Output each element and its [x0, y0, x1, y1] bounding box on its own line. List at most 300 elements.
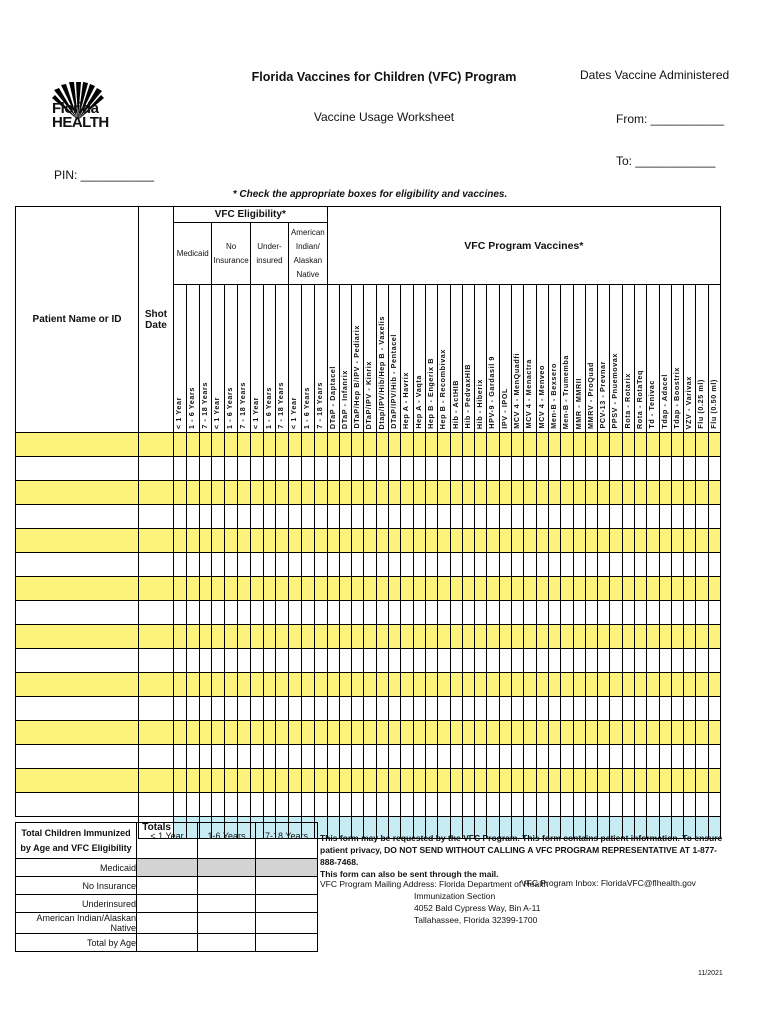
checkbox-cell[interactable]: [585, 721, 597, 745]
checkbox-cell[interactable]: [276, 793, 289, 817]
patient-name-cell[interactable]: [16, 673, 139, 697]
checkbox-cell[interactable]: [199, 793, 212, 817]
checkbox-cell[interactable]: [438, 625, 450, 649]
checkbox-cell[interactable]: [536, 793, 548, 817]
checkbox-cell[interactable]: [389, 721, 401, 745]
checkbox-cell[interactable]: [622, 625, 634, 649]
checkbox-cell[interactable]: [659, 673, 671, 697]
checkbox-cell[interactable]: [401, 745, 413, 769]
checkbox-cell[interactable]: [659, 505, 671, 529]
checkbox-cell[interactable]: [647, 457, 659, 481]
checkbox-cell[interactable]: [174, 769, 187, 793]
checkbox-cell[interactable]: [610, 673, 622, 697]
checkbox-cell[interactable]: [462, 649, 474, 673]
summary-cell[interactable]: [256, 934, 318, 952]
checkbox-cell[interactable]: [250, 625, 263, 649]
checkbox-cell[interactable]: [499, 793, 511, 817]
checkbox-cell[interactable]: [199, 433, 212, 457]
checkbox-cell[interactable]: [289, 649, 302, 673]
checkbox-cell[interactable]: [598, 721, 610, 745]
checkbox-cell[interactable]: [561, 553, 573, 577]
checkbox-cell[interactable]: [339, 433, 351, 457]
pin-field[interactable]: PIN: ___________: [54, 168, 155, 182]
checkbox-cell[interactable]: [708, 745, 720, 769]
shot-date-cell[interactable]: [139, 697, 174, 721]
checkbox-cell[interactable]: [237, 577, 250, 601]
checkbox-cell[interactable]: [301, 769, 314, 793]
checkbox-cell[interactable]: [327, 673, 339, 697]
checkbox-cell[interactable]: [622, 481, 634, 505]
checkbox-cell[interactable]: [289, 793, 302, 817]
checkbox-cell[interactable]: [450, 697, 462, 721]
checkbox-cell[interactable]: [647, 769, 659, 793]
summary-cell[interactable]: [137, 895, 198, 913]
checkbox-cell[interactable]: [684, 577, 696, 601]
summary-cell[interactable]: [198, 859, 256, 877]
shot-date-cell[interactable]: [139, 529, 174, 553]
checkbox-cell[interactable]: [512, 553, 524, 577]
checkbox-cell[interactable]: [487, 553, 499, 577]
checkbox-cell[interactable]: [708, 529, 720, 553]
checkbox-cell[interactable]: [364, 481, 376, 505]
checkbox-cell[interactable]: [314, 649, 327, 673]
checkbox-cell[interactable]: [585, 793, 597, 817]
checkbox-cell[interactable]: [174, 601, 187, 625]
checkbox-cell[interactable]: [487, 625, 499, 649]
checkbox-cell[interactable]: [524, 673, 536, 697]
checkbox-cell[interactable]: [462, 481, 474, 505]
checkbox-cell[interactable]: [512, 457, 524, 481]
checkbox-cell[interactable]: [276, 601, 289, 625]
checkbox-cell[interactable]: [634, 769, 646, 793]
checkbox-cell[interactable]: [585, 649, 597, 673]
checkbox-cell[interactable]: [561, 577, 573, 601]
checkbox-cell[interactable]: [536, 505, 548, 529]
patient-name-cell[interactable]: [16, 457, 139, 481]
checkbox-cell[interactable]: [450, 601, 462, 625]
checkbox-cell[interactable]: [364, 721, 376, 745]
checkbox-cell[interactable]: [301, 505, 314, 529]
checkbox-cell[interactable]: [314, 793, 327, 817]
checkbox-cell[interactable]: [186, 553, 199, 577]
checkbox-cell[interactable]: [199, 481, 212, 505]
checkbox-cell[interactable]: [598, 793, 610, 817]
checkbox-cell[interactable]: [708, 721, 720, 745]
checkbox-cell[interactable]: [174, 745, 187, 769]
checkbox-cell[interactable]: [647, 793, 659, 817]
checkbox-cell[interactable]: [512, 769, 524, 793]
checkbox-cell[interactable]: [708, 697, 720, 721]
checkbox-cell[interactable]: [389, 505, 401, 529]
checkbox-cell[interactable]: [634, 481, 646, 505]
checkbox-cell[interactable]: [276, 529, 289, 553]
checkbox-cell[interactable]: [301, 721, 314, 745]
checkbox-cell[interactable]: [585, 769, 597, 793]
checkbox-cell[interactable]: [487, 457, 499, 481]
checkbox-cell[interactable]: [671, 529, 683, 553]
checkbox-cell[interactable]: [659, 433, 671, 457]
checkbox-cell[interactable]: [186, 529, 199, 553]
checkbox-cell[interactable]: [250, 577, 263, 601]
checkbox-cell[interactable]: [573, 433, 585, 457]
checkbox-cell[interactable]: [186, 673, 199, 697]
checkbox-cell[interactable]: [561, 649, 573, 673]
checkbox-cell[interactable]: [389, 577, 401, 601]
checkbox-cell[interactable]: [647, 721, 659, 745]
checkbox-cell[interactable]: [671, 721, 683, 745]
checkbox-cell[interactable]: [413, 457, 425, 481]
checkbox-cell[interactable]: [475, 793, 487, 817]
checkbox-cell[interactable]: [536, 625, 548, 649]
checkbox-cell[interactable]: [512, 577, 524, 601]
checkbox-cell[interactable]: [573, 481, 585, 505]
checkbox-cell[interactable]: [499, 553, 511, 577]
checkbox-cell[interactable]: [301, 625, 314, 649]
checkbox-cell[interactable]: [487, 649, 499, 673]
checkbox-cell[interactable]: [389, 745, 401, 769]
checkbox-cell[interactable]: [475, 745, 487, 769]
checkbox-cell[interactable]: [659, 529, 671, 553]
checkbox-cell[interactable]: [237, 481, 250, 505]
checkbox-cell[interactable]: [499, 649, 511, 673]
checkbox-cell[interactable]: [199, 553, 212, 577]
checkbox-cell[interactable]: [263, 697, 276, 721]
checkbox-cell[interactable]: [263, 505, 276, 529]
checkbox-cell[interactable]: [536, 769, 548, 793]
checkbox-cell[interactable]: [708, 649, 720, 673]
checkbox-cell[interactable]: [327, 577, 339, 601]
checkbox-cell[interactable]: [401, 721, 413, 745]
checkbox-cell[interactable]: [225, 577, 238, 601]
shot-date-cell[interactable]: [139, 625, 174, 649]
checkbox-cell[interactable]: [438, 529, 450, 553]
checkbox-cell[interactable]: [536, 481, 548, 505]
checkbox-cell[interactable]: [462, 553, 474, 577]
checkbox-cell[interactable]: [186, 577, 199, 601]
shot-date-cell[interactable]: [139, 601, 174, 625]
patient-name-cell[interactable]: [16, 721, 139, 745]
checkbox-cell[interactable]: [548, 601, 560, 625]
checkbox-cell[interactable]: [512, 433, 524, 457]
checkbox-cell[interactable]: [647, 649, 659, 673]
checkbox-cell[interactable]: [647, 625, 659, 649]
checkbox-cell[interactable]: [659, 457, 671, 481]
checkbox-cell[interactable]: [364, 529, 376, 553]
checkbox-cell[interactable]: [438, 649, 450, 673]
checkbox-cell[interactable]: [212, 481, 225, 505]
checkbox-cell[interactable]: [425, 697, 437, 721]
checkbox-cell[interactable]: [696, 457, 708, 481]
checkbox-cell[interactable]: [237, 529, 250, 553]
checkbox-cell[interactable]: [634, 721, 646, 745]
checkbox-cell[interactable]: [548, 793, 560, 817]
checkbox-cell[interactable]: [263, 553, 276, 577]
checkbox-cell[interactable]: [598, 529, 610, 553]
checkbox-cell[interactable]: [289, 673, 302, 697]
checkbox-cell[interactable]: [263, 769, 276, 793]
checkbox-cell[interactable]: [413, 649, 425, 673]
checkbox-cell[interactable]: [327, 721, 339, 745]
checkbox-cell[interactable]: [548, 649, 560, 673]
checkbox-cell[interactable]: [289, 625, 302, 649]
checkbox-cell[interactable]: [327, 625, 339, 649]
checkbox-cell[interactable]: [263, 433, 276, 457]
checkbox-cell[interactable]: [413, 721, 425, 745]
checkbox-cell[interactable]: [475, 505, 487, 529]
checkbox-cell[interactable]: [512, 721, 524, 745]
patient-name-cell[interactable]: [16, 553, 139, 577]
checkbox-cell[interactable]: [289, 433, 302, 457]
checkbox-cell[interactable]: [250, 601, 263, 625]
checkbox-cell[interactable]: [696, 769, 708, 793]
checkbox-cell[interactable]: [573, 697, 585, 721]
checkbox-cell[interactable]: [548, 745, 560, 769]
checkbox-cell[interactable]: [610, 577, 622, 601]
checkbox-cell[interactable]: [327, 481, 339, 505]
checkbox-cell[interactable]: [610, 625, 622, 649]
checkbox-cell[interactable]: [524, 697, 536, 721]
checkbox-cell[interactable]: [585, 745, 597, 769]
checkbox-cell[interactable]: [438, 697, 450, 721]
checkbox-cell[interactable]: [647, 505, 659, 529]
checkbox-cell[interactable]: [289, 529, 302, 553]
checkbox-cell[interactable]: [671, 553, 683, 577]
checkbox-cell[interactable]: [696, 505, 708, 529]
checkbox-cell[interactable]: [548, 625, 560, 649]
checkbox-cell[interactable]: [352, 505, 364, 529]
checkbox-cell[interactable]: [199, 505, 212, 529]
summary-cell[interactable]: [137, 877, 198, 895]
patient-name-cell[interactable]: [16, 745, 139, 769]
checkbox-cell[interactable]: [561, 697, 573, 721]
shot-date-cell[interactable]: [139, 457, 174, 481]
checkbox-cell[interactable]: [659, 769, 671, 793]
checkbox-cell[interactable]: [634, 793, 646, 817]
checkbox-cell[interactable]: [376, 697, 388, 721]
checkbox-cell[interactable]: [389, 529, 401, 553]
checkbox-cell[interactable]: [450, 649, 462, 673]
checkbox-cell[interactable]: [462, 721, 474, 745]
checkbox-cell[interactable]: [364, 433, 376, 457]
checkbox-cell[interactable]: [450, 673, 462, 697]
checkbox-cell[interactable]: [364, 505, 376, 529]
checkbox-cell[interactable]: [401, 769, 413, 793]
checkbox-cell[interactable]: [174, 793, 187, 817]
summary-cell[interactable]: [198, 895, 256, 913]
checkbox-cell[interactable]: [622, 673, 634, 697]
checkbox-cell[interactable]: [524, 505, 536, 529]
checkbox-cell[interactable]: [376, 433, 388, 457]
checkbox-cell[interactable]: [634, 697, 646, 721]
checkbox-cell[interactable]: [475, 553, 487, 577]
checkbox-cell[interactable]: [610, 601, 622, 625]
checkbox-cell[interactable]: [647, 601, 659, 625]
checkbox-cell[interactable]: [536, 529, 548, 553]
checkbox-cell[interactable]: [647, 529, 659, 553]
checkbox-cell[interactable]: [634, 457, 646, 481]
checkbox-cell[interactable]: [250, 457, 263, 481]
checkbox-cell[interactable]: [684, 601, 696, 625]
checkbox-cell[interactable]: [276, 457, 289, 481]
checkbox-cell[interactable]: [499, 601, 511, 625]
checkbox-cell[interactable]: [413, 553, 425, 577]
checkbox-cell[interactable]: [610, 793, 622, 817]
checkbox-cell[interactable]: [622, 505, 634, 529]
checkbox-cell[interactable]: [487, 697, 499, 721]
checkbox-cell[interactable]: [225, 529, 238, 553]
checkbox-cell[interactable]: [339, 649, 351, 673]
checkbox-cell[interactable]: [376, 721, 388, 745]
checkbox-cell[interactable]: [548, 529, 560, 553]
checkbox-cell[interactable]: [450, 505, 462, 529]
checkbox-cell[interactable]: [438, 673, 450, 697]
checkbox-cell[interactable]: [376, 481, 388, 505]
checkbox-cell[interactable]: [327, 529, 339, 553]
checkbox-cell[interactable]: [684, 529, 696, 553]
checkbox-cell[interactable]: [696, 577, 708, 601]
checkbox-cell[interactable]: [659, 577, 671, 601]
checkbox-cell[interactable]: [499, 481, 511, 505]
summary-cell[interactable]: [198, 934, 256, 952]
checkbox-cell[interactable]: [708, 433, 720, 457]
checkbox-cell[interactable]: [438, 457, 450, 481]
checkbox-cell[interactable]: [389, 793, 401, 817]
checkbox-cell[interactable]: [425, 673, 437, 697]
checkbox-cell[interactable]: [186, 625, 199, 649]
checkbox-cell[interactable]: [696, 481, 708, 505]
checkbox-cell[interactable]: [438, 601, 450, 625]
checkbox-cell[interactable]: [237, 793, 250, 817]
checkbox-cell[interactable]: [671, 769, 683, 793]
checkbox-cell[interactable]: [389, 481, 401, 505]
checkbox-cell[interactable]: [225, 625, 238, 649]
checkbox-cell[interactable]: [301, 697, 314, 721]
checkbox-cell[interactable]: [174, 577, 187, 601]
checkbox-cell[interactable]: [352, 769, 364, 793]
patient-name-cell[interactable]: [16, 625, 139, 649]
checkbox-cell[interactable]: [610, 433, 622, 457]
checkbox-cell[interactable]: [536, 433, 548, 457]
checkbox-cell[interactable]: [487, 601, 499, 625]
checkbox-cell[interactable]: [561, 457, 573, 481]
checkbox-cell[interactable]: [450, 769, 462, 793]
checkbox-cell[interactable]: [622, 745, 634, 769]
checkbox-cell[interactable]: [364, 625, 376, 649]
checkbox-cell[interactable]: [250, 649, 263, 673]
checkbox-cell[interactable]: [610, 457, 622, 481]
checkbox-cell[interactable]: [671, 457, 683, 481]
checkbox-cell[interactable]: [225, 649, 238, 673]
checkbox-cell[interactable]: [561, 601, 573, 625]
checkbox-cell[interactable]: [561, 505, 573, 529]
checkbox-cell[interactable]: [263, 577, 276, 601]
summary-cell[interactable]: [198, 913, 256, 934]
checkbox-cell[interactable]: [634, 673, 646, 697]
checkbox-cell[interactable]: [339, 697, 351, 721]
checkbox-cell[interactable]: [708, 769, 720, 793]
checkbox-cell[interactable]: [174, 433, 187, 457]
checkbox-cell[interactable]: [634, 601, 646, 625]
checkbox-cell[interactable]: [425, 721, 437, 745]
checkbox-cell[interactable]: [237, 769, 250, 793]
checkbox-cell[interactable]: [352, 529, 364, 553]
checkbox-cell[interactable]: [647, 577, 659, 601]
checkbox-cell[interactable]: [585, 505, 597, 529]
checkbox-cell[interactable]: [376, 769, 388, 793]
checkbox-cell[interactable]: [263, 625, 276, 649]
checkbox-cell[interactable]: [186, 505, 199, 529]
checkbox-cell[interactable]: [512, 673, 524, 697]
checkbox-cell[interactable]: [684, 721, 696, 745]
checkbox-cell[interactable]: [314, 697, 327, 721]
checkbox-cell[interactable]: [475, 433, 487, 457]
checkbox-cell[interactable]: [499, 457, 511, 481]
checkbox-cell[interactable]: [671, 745, 683, 769]
checkbox-cell[interactable]: [438, 433, 450, 457]
to-field[interactable]: To: ____________: [616, 154, 716, 168]
checkbox-cell[interactable]: [263, 481, 276, 505]
checkbox-cell[interactable]: [524, 601, 536, 625]
checkbox-cell[interactable]: [671, 697, 683, 721]
checkbox-cell[interactable]: [212, 769, 225, 793]
checkbox-cell[interactable]: [174, 529, 187, 553]
checkbox-cell[interactable]: [301, 745, 314, 769]
checkbox-cell[interactable]: [622, 529, 634, 553]
checkbox-cell[interactable]: [487, 433, 499, 457]
checkbox-cell[interactable]: [622, 577, 634, 601]
checkbox-cell[interactable]: [301, 529, 314, 553]
checkbox-cell[interactable]: [401, 577, 413, 601]
checkbox-cell[interactable]: [301, 673, 314, 697]
summary-cell[interactable]: [137, 859, 198, 877]
checkbox-cell[interactable]: [425, 553, 437, 577]
checkbox-cell[interactable]: [462, 577, 474, 601]
checkbox-cell[interactable]: [413, 673, 425, 697]
checkbox-cell[interactable]: [487, 481, 499, 505]
checkbox-cell[interactable]: [276, 697, 289, 721]
checkbox-cell[interactable]: [536, 577, 548, 601]
checkbox-cell[interactable]: [475, 529, 487, 553]
checkbox-cell[interactable]: [327, 793, 339, 817]
checkbox-cell[interactable]: [696, 433, 708, 457]
checkbox-cell[interactable]: [622, 433, 634, 457]
checkbox-cell[interactable]: [487, 793, 499, 817]
checkbox-cell[interactable]: [263, 673, 276, 697]
checkbox-cell[interactable]: [237, 745, 250, 769]
checkbox-cell[interactable]: [499, 625, 511, 649]
checkbox-cell[interactable]: [561, 769, 573, 793]
checkbox-cell[interactable]: [659, 745, 671, 769]
checkbox-cell[interactable]: [438, 577, 450, 601]
checkbox-cell[interactable]: [289, 721, 302, 745]
checkbox-cell[interactable]: [499, 505, 511, 529]
checkbox-cell[interactable]: [364, 553, 376, 577]
checkbox-cell[interactable]: [401, 529, 413, 553]
checkbox-cell[interactable]: [364, 769, 376, 793]
checkbox-cell[interactable]: [250, 553, 263, 577]
checkbox-cell[interactable]: [314, 505, 327, 529]
checkbox-cell[interactable]: [548, 769, 560, 793]
checkbox-cell[interactable]: [475, 673, 487, 697]
checkbox-cell[interactable]: [708, 793, 720, 817]
checkbox-cell[interactable]: [524, 745, 536, 769]
checkbox-cell[interactable]: [199, 721, 212, 745]
checkbox-cell[interactable]: [659, 601, 671, 625]
checkbox-cell[interactable]: [659, 721, 671, 745]
checkbox-cell[interactable]: [548, 697, 560, 721]
checkbox-cell[interactable]: [696, 745, 708, 769]
checkbox-cell[interactable]: [462, 697, 474, 721]
